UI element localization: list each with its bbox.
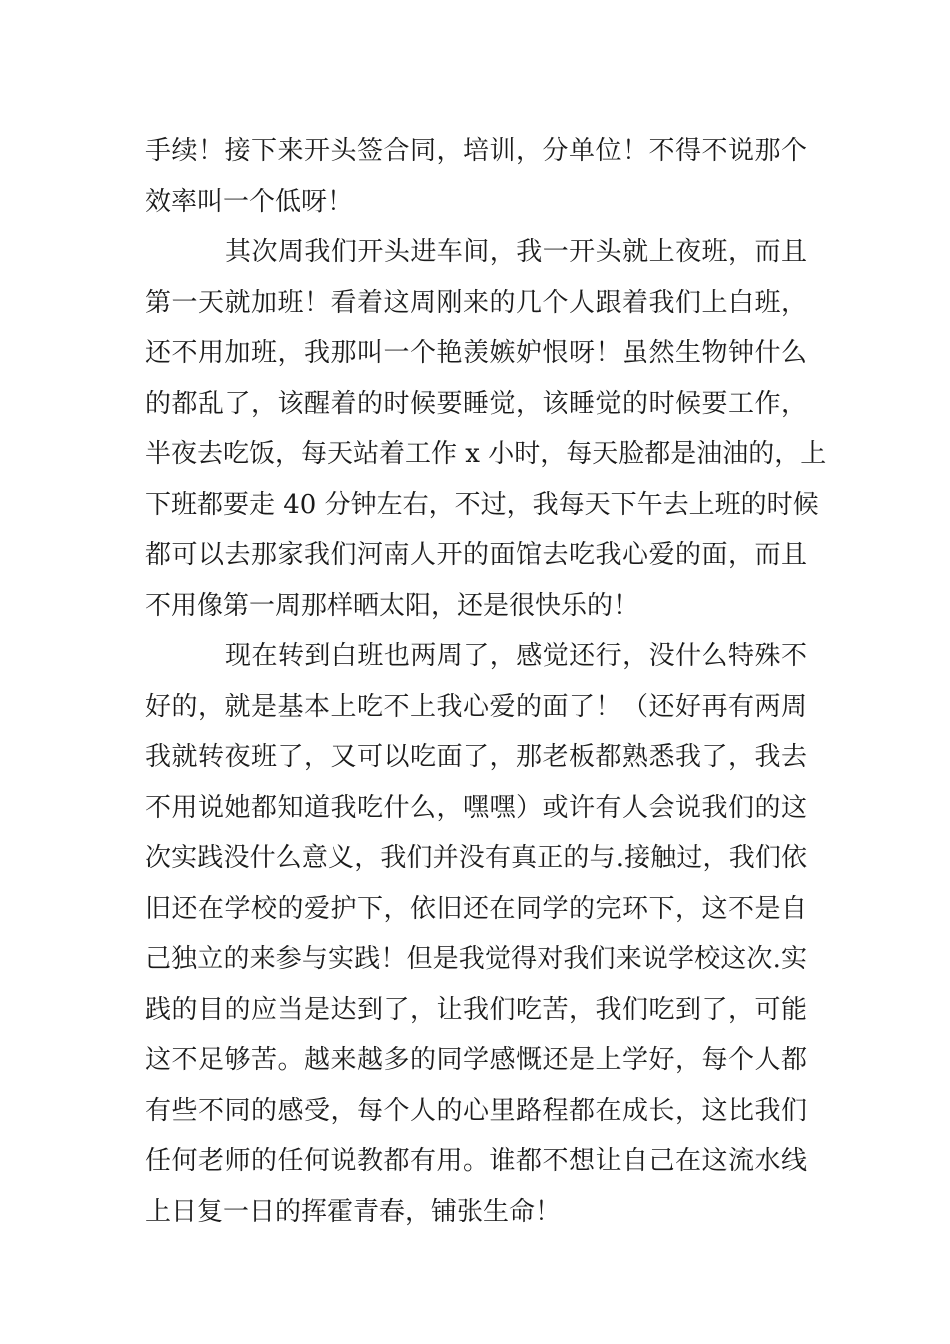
text-line: 半夜去吃饭，每天站着工作 x 小时，每天脸都是油油的，上	[145, 439, 827, 469]
text-line: 我就转夜班了，又可以吃面了，那老板都熟悉我了，我去	[145, 742, 807, 772]
text-line: 不用像第一周那样晒太阳，还是很快乐的！	[145, 590, 640, 621]
text-line: 好的，就是基本上吃不上我心爱的面了！（还好再有两周	[145, 691, 807, 722]
text-line: 还不用加班，我那叫一个艳羡嫉妒恨呀！虽然生物钟什么	[145, 338, 807, 368]
document-body	[145, 126, 827, 1237]
text-line: 手续！接下来开头签合同，培训，分单位！不得不说那个	[145, 136, 807, 166]
text-line: 践的目的应当是达到了，让我们吃苦，我们吃到了，可能	[145, 994, 807, 1025]
text-line: 的都乱了，该醒着的时候要睡觉，该睡觉的时候要工作，	[145, 388, 807, 419]
text-line: 旧还在学校的爱护下，依旧还在同学的完环下，这不是自	[145, 893, 807, 924]
text-line: 现在转到白班也两周了，感觉还行，没什么特殊不	[225, 641, 807, 671]
text-line: 上日复一日的挥霍青春，铺张生命！	[145, 1196, 562, 1227]
text-line: 任何老师的任何说教都有用。谁都不想让自己在这流水线	[145, 1146, 807, 1176]
text-line: 己独立的来参与实践！但是我觉得对我们来说学校这次.实	[145, 944, 807, 974]
text-line: 有些不同的感受，每个人的心里路程都在成长，这比我们	[145, 1095, 807, 1126]
text-line: 其次周我们开头进车间，我一开头就上夜班，而且	[225, 237, 807, 267]
text-line: 次实践没什么意义，我们并没有真正的与.接触过，我们依	[145, 843, 807, 873]
text-line: 第一天就加班！看着这周刚来的几个人跟着我们上白班，	[145, 287, 807, 318]
text-line: 都可以去那家我们河南人开的面馆去吃我心爱的面，而且	[145, 540, 807, 570]
text-line: 这不足够苦。越来越多的同学感慨还是上学好，每个人都	[145, 1045, 807, 1075]
text-line: 下班都要走 40 分钟左右，不过，我每天下午去上班的时候	[145, 489, 819, 520]
text-line: 效率叫一个低呀！	[145, 186, 354, 217]
text-line: 不用说她都知道我吃什么，嘿嘿）或许有人会说我们的这	[145, 792, 807, 823]
